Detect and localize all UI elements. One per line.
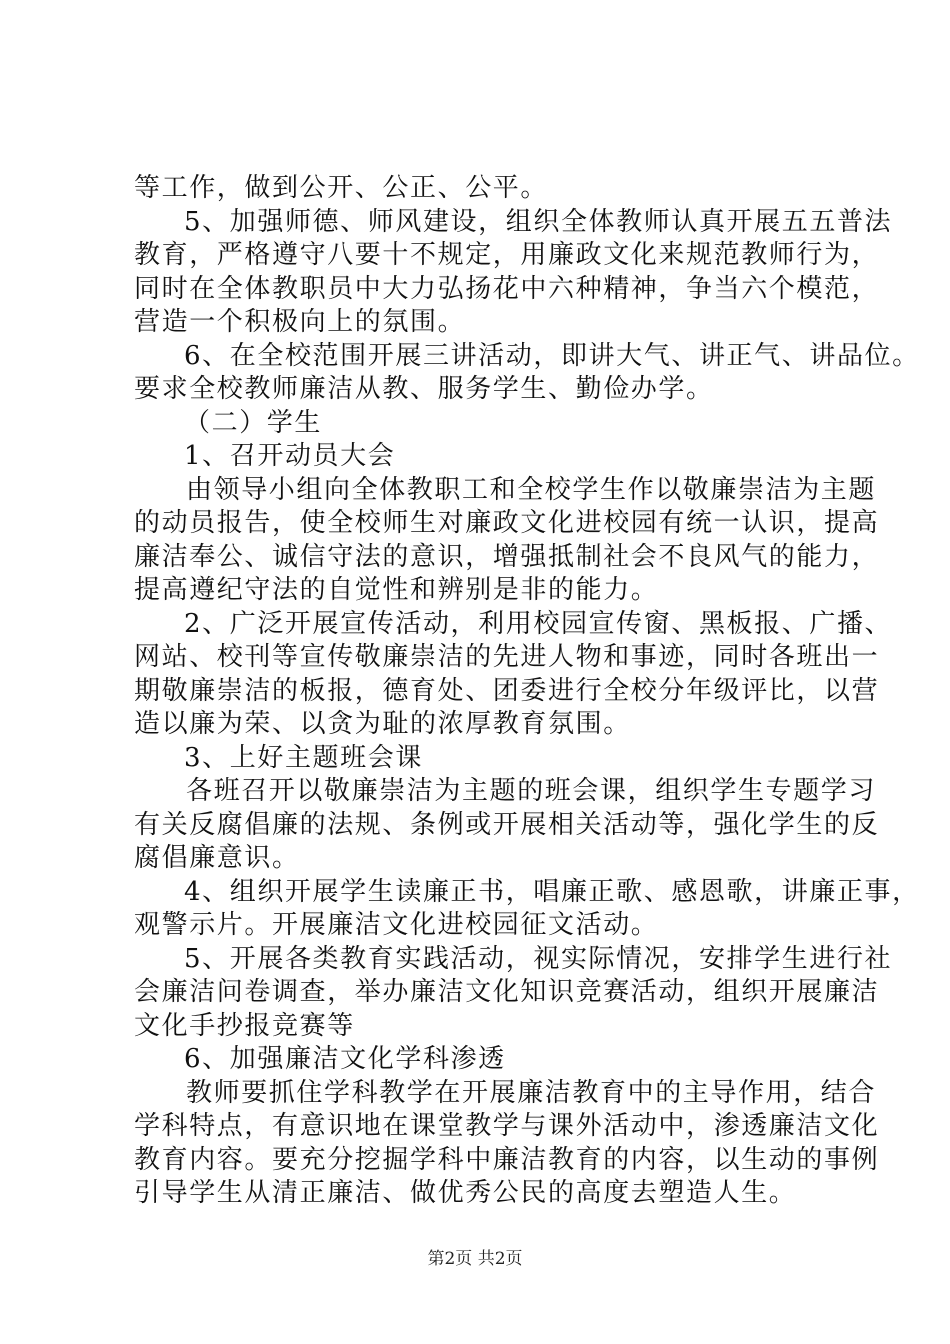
paragraph-line: 文化手抄报竞赛等 xyxy=(134,1010,355,1041)
page-number-footer: 第2页 共2页 xyxy=(427,1249,523,1269)
paragraph-line: 提高遵纪守法的自觉性和辨别是非的能力。 xyxy=(134,575,659,605)
paragraph-line: 廉洁奉公、诚信守法的意识，增强抵制社会不良风气的能力， xyxy=(134,541,880,572)
paragraph-line: 教育内容。要充分挖掘学科中廉洁教育的内容，以生动的事例 xyxy=(134,1144,880,1175)
subsection-heading: 6、加强廉洁文化学科渗透 xyxy=(184,1044,506,1074)
subsection-heading: 3、上好主题班会课 xyxy=(184,742,423,773)
paragraph-line: 营造一个积极向上的氛围。 xyxy=(134,307,466,337)
paragraph-line: 网站、校刊等宣传敬廉崇洁的先进人物和事迹，同时各班出一 xyxy=(134,642,880,672)
paragraph-line: 等工作，做到公开、公正、公平。 xyxy=(134,173,549,203)
paragraph-line: 2、广泛开展宣传活动，利用校园宣传窗、黑板报、广播、 xyxy=(184,608,893,639)
paragraph-line: 要求全校教师廉洁从教、服务学生、勤俭办学。 xyxy=(134,374,714,404)
paragraph-line: 由领导小组向全体教职工和全校学生作以敬廉崇洁为主题 xyxy=(186,474,877,505)
paragraph-line: 5、加强师德、师风建设，组织全体教师认真开展五五普法 xyxy=(184,206,893,237)
paragraph-line: 有关反腐倡廉的法规、条例或开展相关活动等，强化学生的反 xyxy=(134,809,880,840)
subsection-heading: 1、召开动员大会 xyxy=(184,441,396,471)
paragraph-line: 期敬廉崇洁的板报，德育处、团委进行全校分年级评比，以营 xyxy=(134,675,880,706)
section-heading: （二）学生 xyxy=(184,407,323,438)
paragraph-line: 造以廉为荣、以贪为耻的浓厚教育氛围。 xyxy=(134,709,631,739)
paragraph-line: 腐倡廉意识。 xyxy=(134,843,300,873)
paragraph-line: 学科特点，有意识地在课堂教学与课外活动中，渗透廉洁文化 xyxy=(134,1111,880,1141)
paragraph-line: 会廉洁问卷调查，举办廉洁文化知识竞赛活动，组织开展廉洁 xyxy=(134,977,880,1007)
paragraph-line: 观警示片。开展廉洁文化进校园征文活动。 xyxy=(134,910,659,940)
paragraph-line: 4、组织开展学生读廉正书，唱廉正歌、感恩歌，讲廉正事， xyxy=(184,876,920,907)
paragraph-line: 同时在全体教职员中大力弘扬花中六种精神，争当六个模范， xyxy=(134,273,880,304)
paragraph-line: 6、在全校范围开展三讲活动，即讲大气、讲正气、讲品位。 xyxy=(184,340,920,371)
paragraph-line: 5、开展各类教育实践活动，视实际情况，安排学生进行社 xyxy=(184,943,893,974)
paragraph-line: 教育，严格遵守八要十不规定，用廉政文化来规范教师行为， xyxy=(134,240,880,270)
paragraph-line: 的动员报告，使全校师生对廉政文化进校园有统一认识，提高 xyxy=(134,508,880,538)
paragraph-line: 引导学生从清正廉洁、做优秀公民的高度去塑造人生。 xyxy=(134,1178,797,1208)
paragraph-line: 教师要抓住学科教学在开展廉洁教育中的主导作用，结合 xyxy=(186,1077,877,1108)
paragraph-line: 各班召开以敬廉崇洁为主题的班会课，组织学生专题学习 xyxy=(186,776,877,806)
document-body xyxy=(134,172,920,1211)
